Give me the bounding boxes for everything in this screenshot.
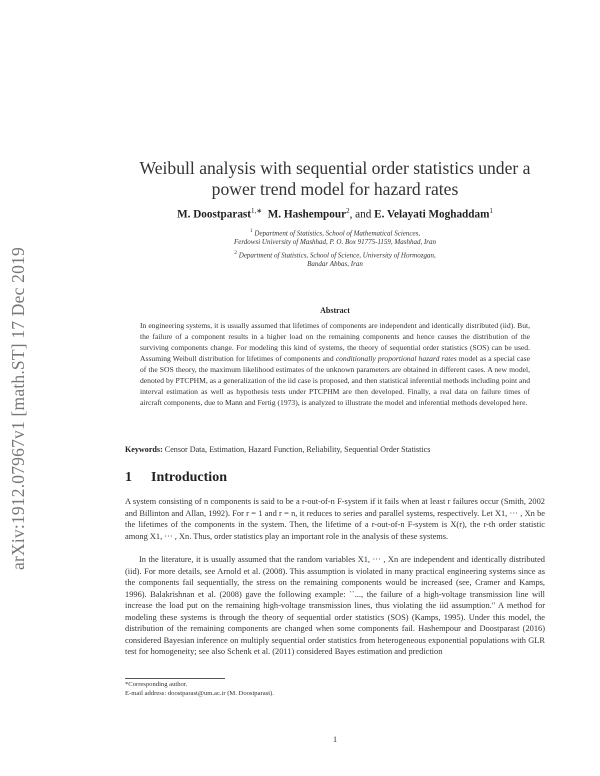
section-number: 1 [125,470,132,485]
paper-title [121,158,549,199]
section-title: Introduction [151,470,227,485]
author-list [125,207,545,221]
title-line-1: Weibull analysis with sequential order statistics under a [139,158,531,178]
author-conjunction: , and [349,208,375,221]
keywords-text: Censor Data, Estimation, Hazard Function, Reliability, Sequential Order Statistics [164,445,431,454]
affiliation-2-line-1: Department of Statistics, School of Science, University of Hormozgan, [238,251,436,260]
author-1: M. Doostparast [177,208,252,221]
intro-paragraph-1: A system consisting of n components is said to be a r-out-of-n F-system if it fails when at least r failures occur (Smith, 2002 and Billinton and Allan, 1992). For r = 1 and r = n, it reduces to series and parallel systems, respectively. Let X1, ··· , Xn be the lifetimes of the components in the system. Then, the lifetime of a r-out-of-n F-system is X(r), the r-th order statistic among X1, ··· , Xn. Thus, order statistics play an important role in the analysis of these systems. [125,497,545,541]
affiliation-1-marker: 1 [249,228,253,234]
author-2: M. Hashempour [267,208,347,221]
abstract-text-1: In engineering systems, it is usually assumed that lifetimes of components are independent and identically distributed (iid). But, the failure of a component results in a higher load on the remaining components and hence causes the distribution of the surviving components change. For modeling this kind of systems, the theory of sequential order statistics (SOS) can be used. Assuming Weibull distribution for lifetimes of components and [140,321,530,363]
affiliation-1-line-1: Department of Statistics, School of Mathematical Sciences, [254,229,421,238]
author-3-marker: 1 [489,207,493,215]
affiliation-1-line-2: Ferdowsi University of Mashhad, P. O. Box 91775-1159, Mashhad, Iran [233,237,437,246]
title-line-2: power trend model for hazard rates [211,178,459,199]
abstract-body [140,320,530,408]
abstract-emphasis: conditionally proportional hazard rates [335,354,457,363]
abstract-heading: Abstract [320,306,350,315]
author-2-marker: 2 [346,207,350,215]
author-3: E. Velayati Moghaddam [374,208,490,221]
abstract-text-2: model as a special case of the SOS theory, the maximum likelihood estimates of the unknown parameters are obtained in different cases. A new model, denoted by PTCPHM, as a generalization of the iid case is proposed, and then statistical inferential methods including point and interval estimation as well as hypothesis tests under PTCPHM are then developed. Finally, a real data on failure times of aircraft components, due to Mann and Fertig (1973), is analyzed to illustrate the model and inferential methods developed here. [140,354,530,407]
keywords-label: Keywords: [125,445,163,454]
page-number: 1 [332,735,338,744]
affiliation-1 [125,227,545,247]
footnote-divider [125,678,225,679]
author-1-marker: 1,∗ [251,207,263,215]
arxiv-identifier: arXiv:1912.07967v1 [math.ST] 17 Dec 2019 [8,247,28,570]
footnote-email: E-mail address: doostparast@um.ac.ir (M. Doostparast). [125,690,274,697]
affiliation-2 [125,249,545,269]
keywords [125,445,545,454]
intro-paragraph-2: In the literature, it is usually assumed that the random variables X1, ··· , Xn are independent and identically distributed (iid). For more details, see Arnold et al. (2008). This assumption is violated in many practical engineering systems since as the components fail sequentially, the stress on the remaining components would be increased (see, Cramer and Kamps, 1996). Balakrishnan et al. (2008) gave the following example: ``..., the failure of a high-voltage transmission line will increase the load put on the remaining high-voltage transmission lines, thus violating the iid assumption." A method for modeling these systems is through the theory of sequential order statistics (SOS) (Kamps, 1995). Under this model, the distribution of the remaining components are changed when some components fail. Hashempour and Doostparast (2016) considered Bayesian inference on multiply sequential order statistics from heterogeneous exponential populations with GLR test for homogeneity; see also Schenk et al. (2011) considered Bayes estimation and prediction [125,555,545,656]
footnote-corresponding: *Corresponding author. [125,681,188,688]
affiliation-2-line-2: Bandar Abbas, Iran [307,259,363,268]
affiliation-2-marker: 2 [234,250,238,256]
section-heading [125,470,227,486]
